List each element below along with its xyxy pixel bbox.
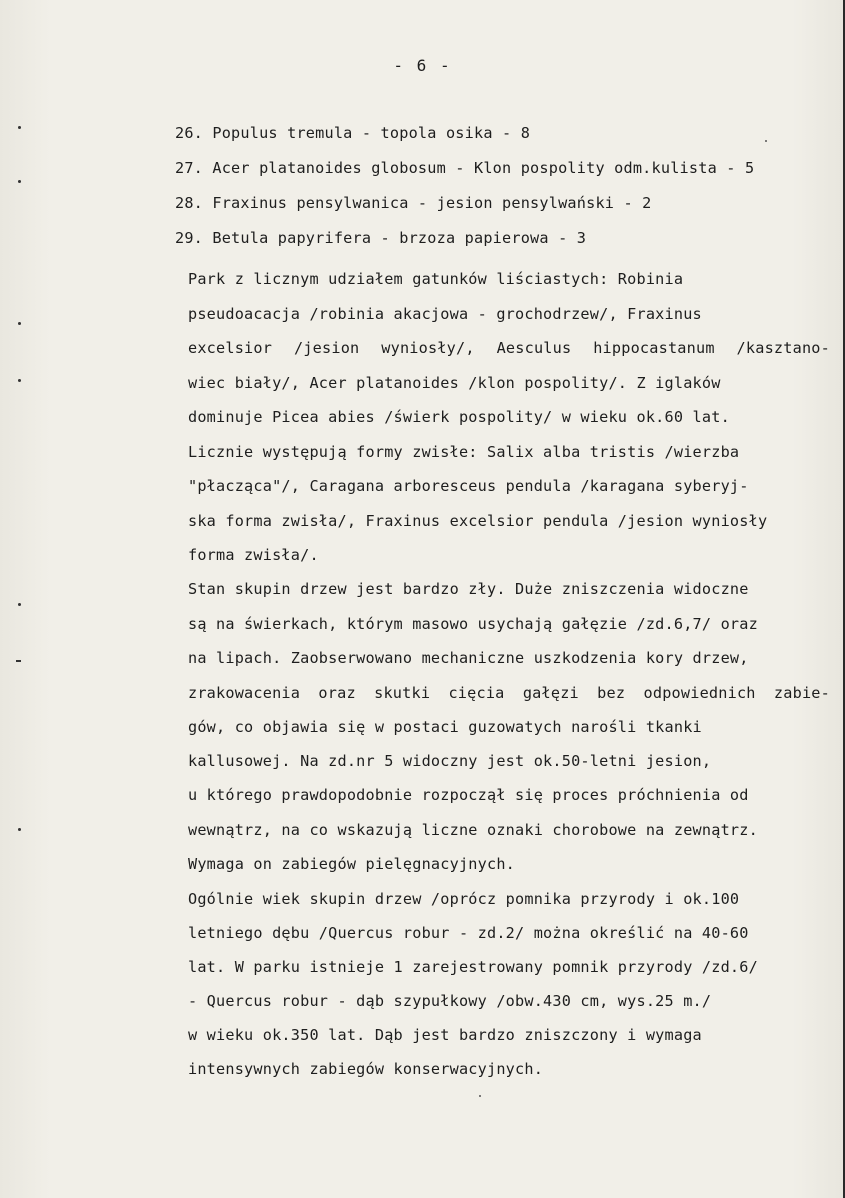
text-line: wewnątrz, na co wskazują liczne oznaki chorobowe na zewnątrz. [188,821,758,839]
text-line: zrakowacenia oraz skutki cięcia gałęzi bez odpowiednich zabie- [188,684,830,702]
text-line: Wymaga on zabiegów pielęgnacyjnych. [188,855,516,873]
text-line: wiec biały/, Acer platanoides /klon pospolity/. Z iglaków [188,374,721,392]
text-line: pseudoacacja /robinia akacjowa - grochodrzew/, Fraxinus [188,305,702,323]
margin-mark [18,180,21,183]
text-line: Park z licznym udziałem gatunków liściastych: Robinia [188,270,684,288]
text-line: ska forma zwisła/, Fraxinus excelsior pendula /jesion wyniosły [188,512,768,530]
text-line: forma zwisła/. [188,546,319,564]
text-line: Licznie występują formy zwisłe: Salix alba tristis /wierzba [188,443,740,461]
margin-mark [18,603,21,606]
text-line: w wieku ok.350 lat. Dąb jest bardzo zniszczony i wymaga [188,1026,702,1044]
margin-mark [18,828,21,831]
margin-mark [18,126,21,129]
margin-mark [16,660,21,662]
text-line: dominuje Picea abies /świerk pospolity/ w wieku ok.60 lat. [188,408,730,426]
text-line: excelsior /jesion wyniosły/, Aesculus hippocastanum /kasztano- [188,339,830,357]
page-number: - 6 - [393,56,452,75]
text-line: Ogólnie wiek skupin drzew /oprócz pomnika przyrody i ok.100 [188,890,740,908]
text-line: "płacząca"/, Caragana arboresceus pendula /karagana syberyj- [188,477,749,495]
text-line: lat. W parku istnieje 1 zarejestrowany pomnik przyrody /zd.6/ [188,958,758,976]
scan-speck [479,1095,481,1097]
list-item: 27. Acer platanoides globosum - Klon pospolity odm.kulista - 5 [175,159,755,177]
text-line: kallusowej. Na zd.nr 5 widoczny jest ok.50-letni jesion, [188,752,712,770]
list-item: 28. Fraxinus pensylwanica - jesion pensylwański - 2 [175,194,652,212]
text-line: - Quercus robur - dąb szypułkowy /obw.430 cm, wys.25 m./ [188,992,712,1010]
text-line: letniego dębu /Quercus robur - zd.2/ można określić na 40-60 [188,924,749,942]
margin-mark [18,322,21,325]
scan-speck [765,140,767,142]
text-line: u którego prawdopodobnie rozpoczął się proces próchnienia od [188,786,749,804]
text-line: gów, co objawia się w postaci guzowatych narośli tkanki [188,718,702,736]
list-item: 29. Betula papyrifera - brzoza papierowa - 3 [175,229,587,247]
text-line: są na świerkach, którym masowo usychają gałęzie /zd.6,7/ oraz [188,615,758,633]
margin-mark [18,379,21,382]
text-line: Stan skupin drzew jest bardzo zły. Duże zniszczenia widoczne [188,580,749,598]
text-line: intensywnych zabiegów konserwacyjnych. [188,1060,544,1078]
text-line: na lipach. Zaobserwowano mechaniczne uszkodzenia kory drzew, [188,649,749,667]
list-item: 26. Populus tremula - topola osika - 8 [175,124,531,142]
